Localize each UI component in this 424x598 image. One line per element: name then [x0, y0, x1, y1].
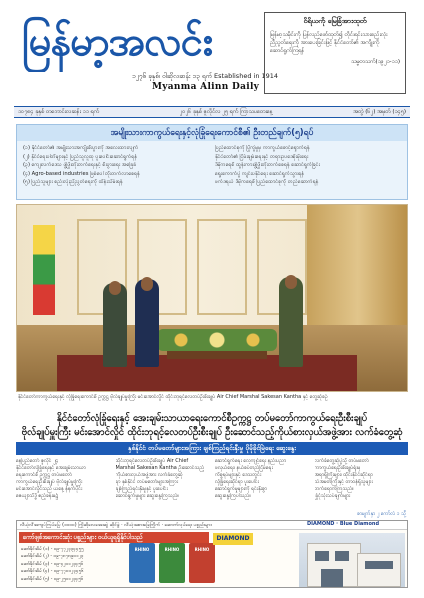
story-line: ဖလှယ်ရေး၊ နယ်စပ်တည်ငြိမ်ရေး: [215, 465, 273, 471]
story-line: တက်ရောက်ကြသည်။: [314, 486, 354, 492]
objective-item: ဒီမိုကရေစီ ထွန်းကားဖွံ့ဖြိုးတိုးတက်စေရန် ဆောင်ရွက်ခြင်း: [215, 162, 320, 168]
ad-contact: ဆော်ဖိုင်အိမ် (၅) - ၀၉-၂၅၀၁၂၃၄၅၆: [21, 576, 84, 582]
story-column: [315, 458, 409, 518]
story-line: ဆောင်ရွက်မှုများ ဆွေးနွေးကြသည်။: [115, 493, 180, 499]
objective-item: (၃) ကျေးလက်ဒေသ ဖွံ့ဖြိုးတိုးတက်ရေးနှင့် စီးပွားရေး အခြေခံ: [23, 162, 137, 168]
objectives-right-column: [215, 145, 401, 188]
objectives-left-column: [23, 145, 209, 188]
story-line: မင်းအောင်လှိုင်သည် ယနေ့ နံနက်ပိုင်း: [16, 486, 83, 492]
masthead: [14, 8, 410, 106]
building-window: [315, 551, 329, 561]
english-title: Myanma Alinn Daily: [152, 82, 260, 92]
story-line: ထိုင်းဘုရင့်လေတပ်ဦးစီးချုပ် Air Chief: [115, 458, 189, 464]
objective-item: (၅) ပြည်သူများ စည်းလုံးညီညွတ်ရေးကို ထိန်းသိမ်းရန်: [23, 179, 123, 185]
building-window: [365, 561, 393, 569]
story-headline-line1: နိုင်ငံတော်လုံခြုံရေးနှင့် အေးချမ်းသာယာရေးကောင်စီဥက္ကဋ္ဌ တပ်မတော်ကာကွယ်ရေးဦးစီးချုပ်: [56, 413, 368, 424]
story-line: လက်ခံတွေ့ဆုံပွဲသို့ တပ်မတော်: [314, 458, 369, 464]
objective-item: နိုင်ငံတော်၏ ငြိမ်းချမ်းရေးနှင့် တရားဥပဒေစိုးမိုးရေး: [215, 153, 309, 160]
ad-contact-list: [21, 546, 121, 583]
story-line: ဆောင်ရွက်မှုများကို ရင်းနှီးစွာ: [215, 486, 267, 492]
story-line: အရာရှိကြီးများ၊ ထိုင်းနိုင်ငံဆိုင်ရာ: [314, 472, 373, 478]
building-window: [335, 551, 349, 561]
date-center: ၂၀၂၆ ခုနှစ် ဇူလိုင်လ ၂၅ ရက် ကြာသပတေးနေ့: [179, 109, 273, 115]
story-column: [116, 458, 210, 518]
established-line: ၁၂၇၆ ခုနှစ်၊ ဝါဆိုလဆန်း ၁၃ ရက် Established in 1914: [132, 72, 279, 80]
objective-item: (၂) နိုင်ငံရေးပါတီများနှင့် ပြည်သူလူထု ပူးပေါင်းဆောင်ရွက်ရန်: [23, 153, 138, 160]
cement-bag-image: RHINO: [129, 543, 155, 583]
advertisement[interactable]: [16, 520, 408, 588]
objectives-box: [16, 124, 408, 200]
story-headline-line2: ဗိုလ်ချုပ်မှူးကြီး မင်းအောင်လှိုင် ထိုင်းဘုရင့်လေတပ်ဦးစီးချုပ် ဦးဆောင်သည့်ကိုယ်စားလှယ်အဖွဲ့အား လက်ခံတွေ့ဆုံ: [21, 427, 403, 438]
building-door: [321, 569, 343, 587]
issue-number: အတွဲ (၆၂) အမှတ် (၁၄၅): [353, 109, 406, 115]
story-line: Marshal Sakesan Kantha ဦးဆောင်သည့်: [115, 465, 205, 471]
story-column: [215, 458, 309, 518]
photo-carpet: [57, 355, 357, 392]
slogan-text: မြန်မာ့သမိုင်းကို ပြန်လည်ဖော်ထုတ်၍ တိုင်းရင်းသားစည်းလုံးညီညွတ်ရေးကို အားပေးခြင်းဖြင့် နိုင်ငံတော်၏ အကျိုးကို ဆောင်ရွက်ကြရန်: [270, 32, 388, 54]
diamond-logo: DIAMOND: [213, 533, 253, 545]
continued-link[interactable]: စာမျက်နှာ ၂ ကော်လံ ၁ သို့: [357, 511, 406, 517]
story-line: ကိုယ်စားလှယ်အဖွဲ့အား လက်ခံတွေ့ဆုံ: [115, 472, 183, 478]
story-line: ချစ်ကြည်ရင်းနှီးမှုနှင့် ပူးပေါင်း: [115, 486, 168, 492]
story-line: ဇေယျာသိဒ္ဓိ ဧည့်ခန်းမ၌: [16, 493, 59, 499]
photo-person: [103, 283, 127, 367]
photo-person-head: [141, 277, 153, 291]
newspaper-page: [14, 8, 410, 590]
photo-flowers: [157, 329, 277, 351]
ad-contact: ဆော်ဖိုင်အိမ် (၂) - ၀၉-၇၈၇၈၉၀၁၂၃: [21, 554, 84, 560]
story-line: ကာကွယ်ရေးဦးစီးချုပ် ဗိုလ်ချုပ်မှူးကြီး: [16, 479, 83, 485]
story-line: လုံခြုံရေးဆိုင်ရာ ပူးပေါင်း: [215, 479, 259, 485]
slogan-box: [264, 12, 406, 94]
story-line: ရာ နှစ်နိုင်ငံ တပ်မတော်များအကြား: [115, 479, 178, 485]
building-image: [299, 533, 405, 587]
objectives-headline: အမျိုးသားကာကွယ်ရေးနှင့်လုံခြုံရေးကောင်စီ၏ ဦးတည်ချက်(၅)ရပ်: [17, 125, 407, 141]
story-line: ရေးကောင်စီ ဥက္ကဋ္ဌ တပ်မတော်: [16, 472, 72, 478]
story-line: ကိစ္စရပ်များနှင့် ဒေသတွင်း: [215, 472, 262, 478]
ad-contact: ဆော်ဖိုင်အိမ် (၃) - ၀၉-၄၂၀၁၂၃၄၅၆: [21, 561, 84, 567]
objective-item: (၄) Agro-based industries ဖြစ်ပေါ်တိုးတက်လာစေရန်: [23, 170, 140, 177]
ad-contact: ဆော်ဖိုင်အိမ် (၄) - ၀၉-၇၇၀၁၂၃၄၅၆: [21, 569, 84, 575]
photo-flag: [33, 225, 55, 315]
ad-contact: ဆော်ဖိုင်အိမ် (၁) - ၀၉-၇၇၂၃၃၄၄၅၅: [21, 547, 84, 552]
cement-bag-image: RHINO: [159, 543, 185, 583]
objective-item: ရွေးကောက်ပွဲ ကျင်းပနိုင်ရေး ဆောင်ရွက်သွားရန်: [215, 170, 305, 177]
date-left: ၁၀၇၈၄ ခုနှစ် တဘောင်းလဆန်း ၁၁ ရက်: [18, 109, 100, 115]
photo-person: [135, 279, 159, 367]
photo-person: [279, 277, 303, 367]
story-line: နေပြည်တော် ဇူလိုင် ၂၄: [16, 458, 59, 464]
story-line: ဆွေးနွေးကြပါသည်။: [215, 493, 251, 499]
objective-item: ပြည်ထောင်စုကို ပြိုကွဲမှုမှ ကာကွယ်စောင့်ရှောက်ရန်: [215, 145, 310, 151]
story-line: ခြုံငုံသုံးသပ်ချက်များ: [314, 493, 351, 499]
newspaper-logo: မြန်မာ့အလင်း: [22, 18, 213, 65]
ad-banner: ကော်ဖျစ်အကောင်းဆုံး ပစ္စည်းများ ဝယ်ယူရရှိနိုင်ပါသည်: [19, 532, 209, 543]
objective-item: ဖက်ဒရယ် ဒီမိုကရေစီ ပြည်ထောင်စုကို တည်ဆောက်ရန်: [215, 179, 319, 185]
ad-top-line: လီယုံလီအကျပ်ကြပ်ပြေ (၁၀၀၀) ကြိုဆိုလေအေးဆွဲ ဆိုင်ခွဲ · လီယုံအစားခြေကြိုက် · ဆောက်လုပ်ရေး ပစ္စည်းများ: [17, 521, 407, 530]
story-subhead: နှစ်နိုင်ငံ တပ်မတော်များအကြား ချစ်ကြည်ရင်းနှီးမှု ပိုမိုခိုင်မြဲရေး ဆွေးနွေး: [16, 442, 408, 455]
photo-caption: နိုင်ငံတော်ကာကွယ်ရေးနှင့် လုံခြုံရေးကောင်စီ ဥက္ကဋ္ဌ ဗိုလ်ချုပ်မှူးကြီး မင်းအောင်လှိုင် ထိုင်းဘုရင့်လေတပ်ဦးစီးချုပ် Air Chief Marshal Sakesan Kantha နှင့် တွေ့ဆုံစဉ်: [18, 394, 328, 400]
lead-photo: [16, 204, 408, 392]
story-line: ဆောင်ရွက်ရေး လေ့ကျင့်ရေး နည်းပညာ: [215, 458, 287, 464]
slogan-signature: သမ္မတသက်(၁၉၂၁-၁၁): [351, 59, 400, 65]
photo-person-head: [285, 275, 297, 289]
slogan-title: ဝိရိယကို မြေခြံအားထုတ်: [303, 17, 367, 25]
ad-brand: DIAMOND · Blue Diamond: [307, 521, 380, 527]
story-body: [16, 458, 408, 518]
story-column: [16, 458, 110, 518]
story-line: ကာကွယ်ရေးဦးစီးချုပ်ရုံးမှ: [314, 465, 361, 471]
photo-person-head: [109, 281, 121, 295]
objective-item: (၁) နိုင်ငံတော်၏ အမျိုးသားအကျိုးစီးပွားကို အလေးထားလျက်: [23, 145, 139, 151]
building-block: [357, 553, 401, 587]
cement-bag-image: RHINO: [189, 543, 215, 583]
story-line: သံအမတ်ကြီးနှင့် တာဝန်ရှိသူများ: [314, 479, 373, 485]
story-line: နိုင်ငံတော်လုံခြုံရေးနှင့် အေးချမ်းသာယာ: [16, 465, 86, 471]
photo-wall-panel: [197, 219, 247, 315]
date-bar: [14, 106, 410, 118]
